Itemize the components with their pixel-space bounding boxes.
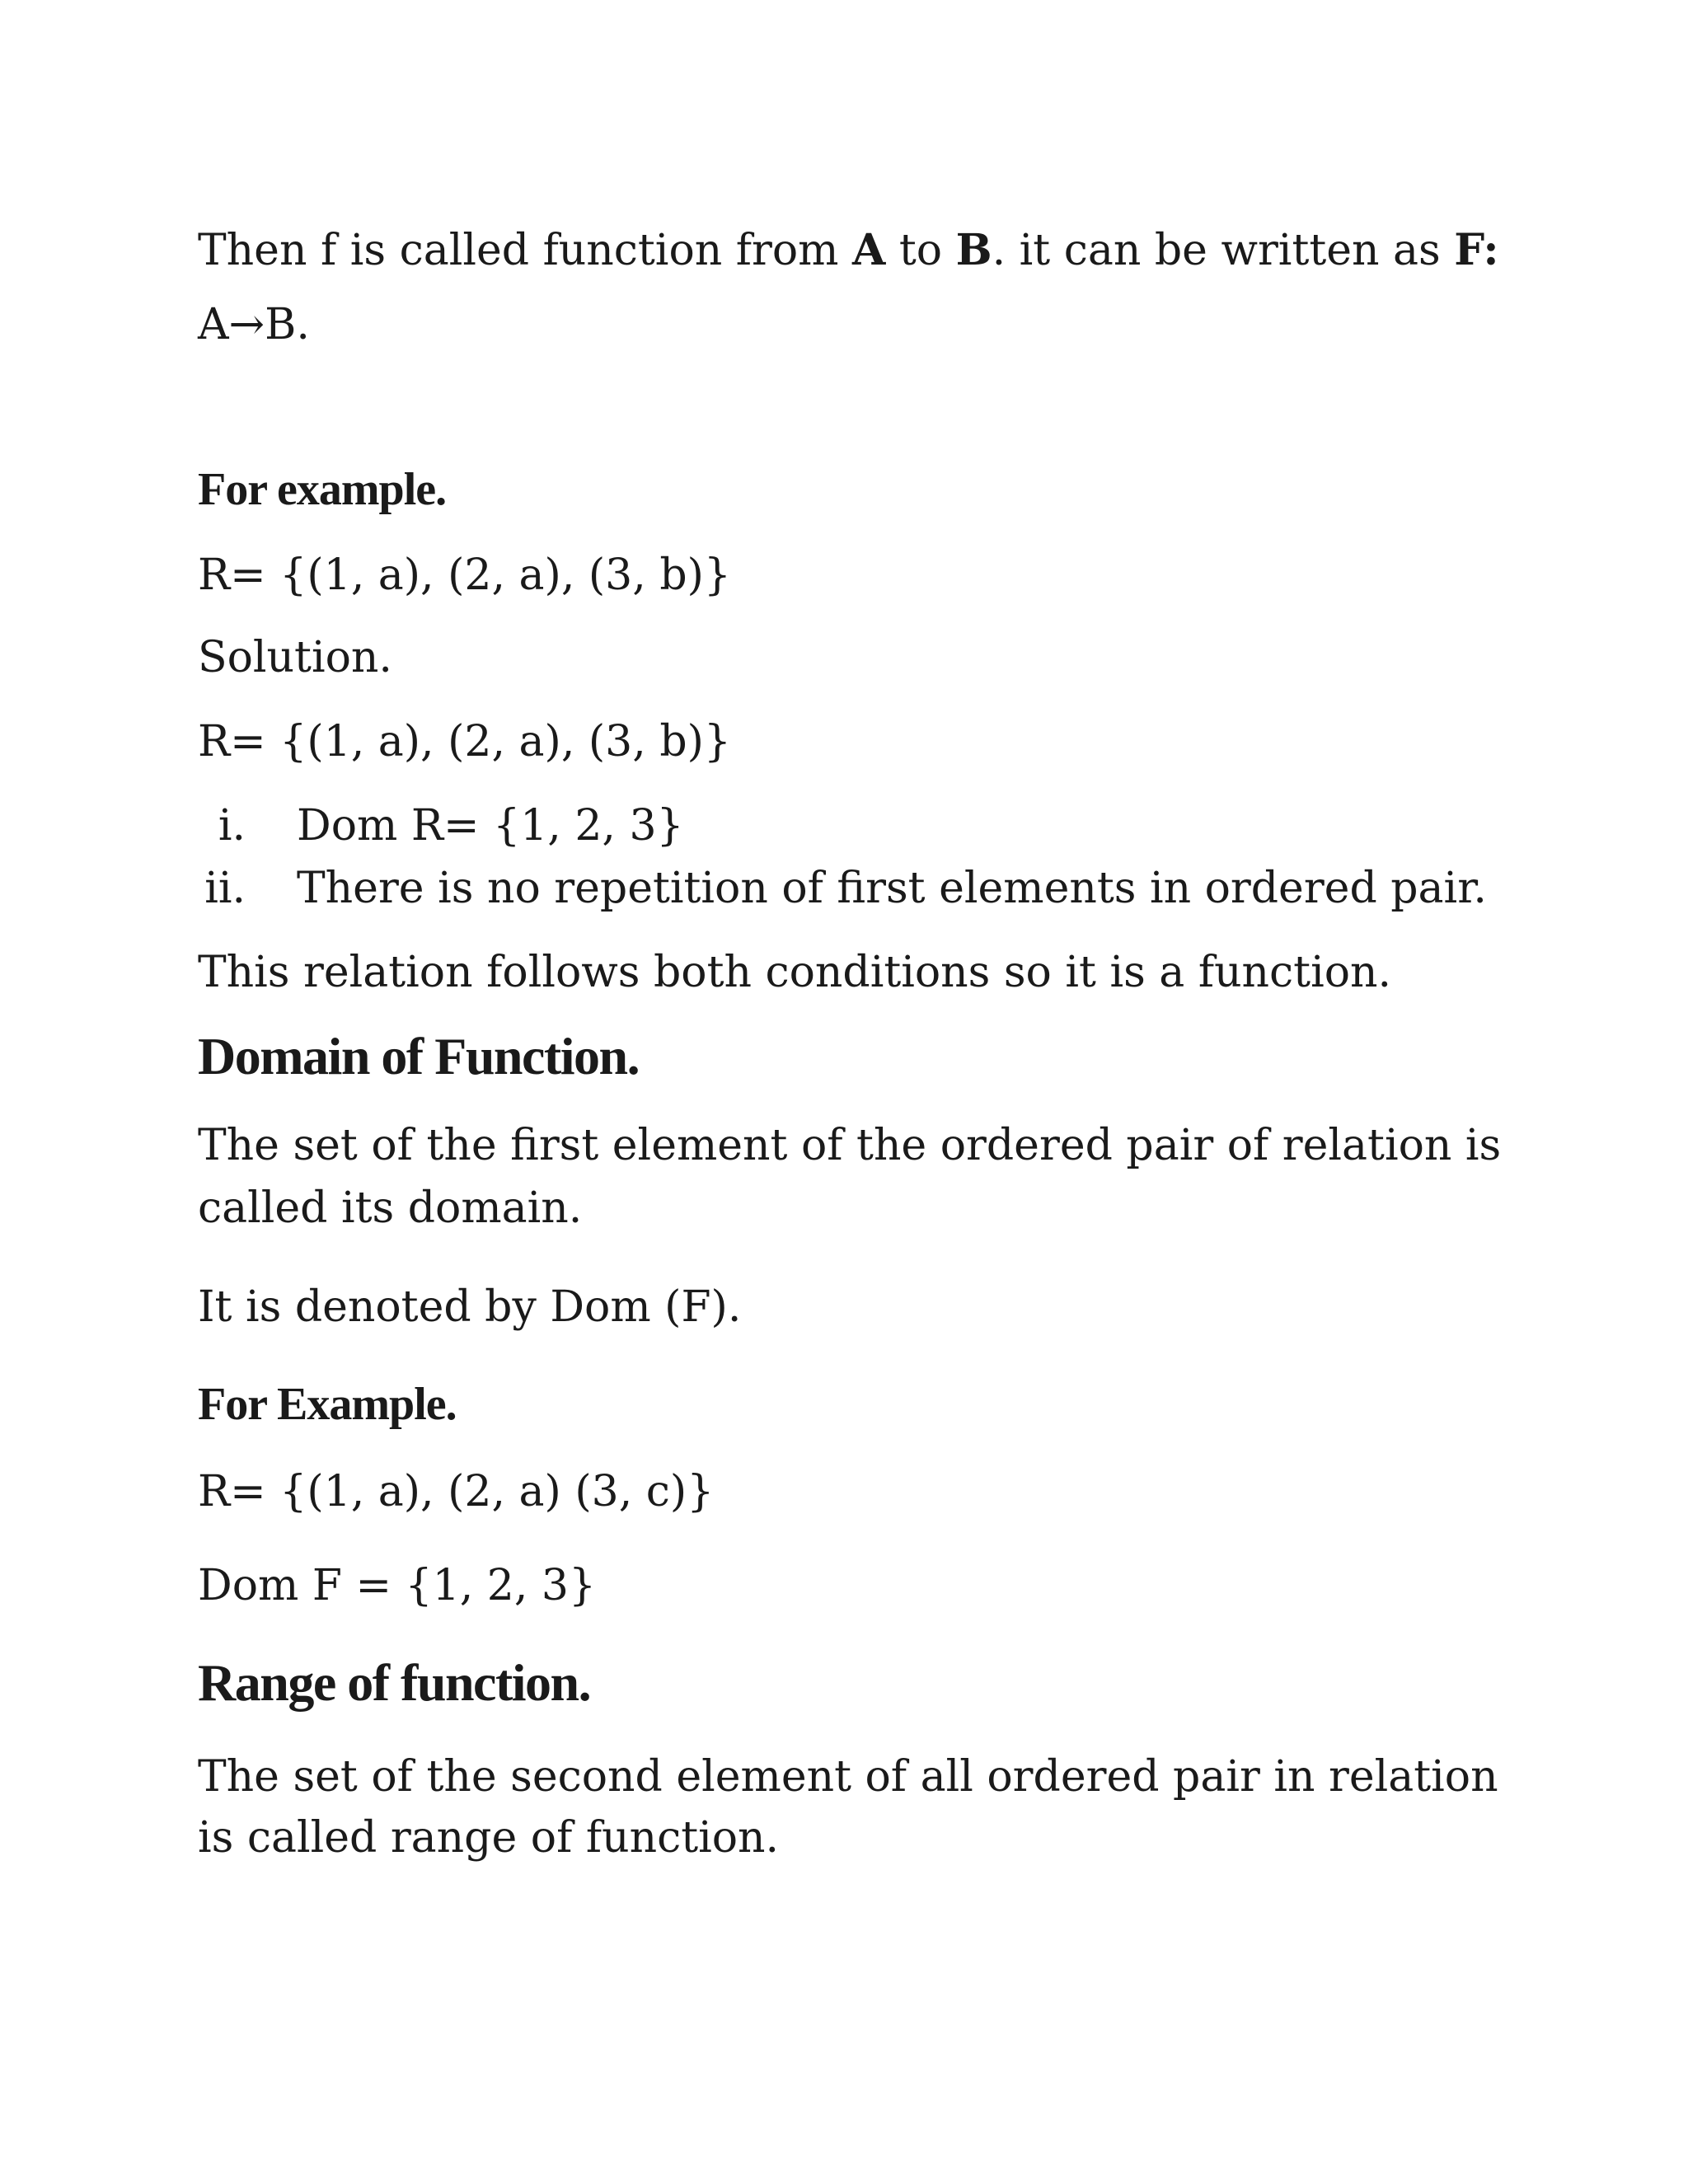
domain-example-relation: R= {(1, a), (2, a) (3, c)}: [198, 1467, 715, 1516]
domain-definition-line-2: called its domain.: [198, 1183, 583, 1233]
list-item: [198, 799, 1484, 852]
domain-definition-line-1: The set of the first element of the ordered pair of relation is: [198, 1121, 1502, 1170]
set-a-label: A: [852, 225, 886, 275]
example-conclusion: This relation follows both conditions so it is a function.: [198, 948, 1392, 997]
solution-label: Solution.: [198, 633, 392, 682]
set-b-label: B: [955, 225, 992, 275]
domain-example-heading: For Example.: [198, 1379, 457, 1430]
intro-text-2: to: [885, 226, 956, 275]
range-definition-line-1: The set of the second element of all ordered pair in relation: [198, 1752, 1498, 1802]
example-relation: R= {(1, a), (2, a), (3, b)}: [198, 551, 731, 600]
range-heading: Range of function.: [198, 1653, 591, 1712]
domain-notation: It is denoted by Dom (F).: [198, 1282, 742, 1332]
list-item-text: Dom R= {1, 2, 3}: [297, 801, 684, 851]
intro-line-2: A→B.: [198, 300, 310, 349]
list-item-number: i.: [218, 801, 246, 851]
intro-text-3: . it can be written as: [992, 226, 1455, 275]
intro-line-1: [198, 224, 1499, 277]
domain-heading: Domain of Function.: [198, 1027, 640, 1085]
solution-relation: R= {(1, a), (2, a), (3, b)}: [198, 717, 731, 766]
domain-example-result: Dom F = {1, 2, 3}: [198, 1561, 597, 1610]
range-definition-line-2: is called range of function.: [198, 1813, 780, 1863]
example-heading: For example.: [198, 464, 447, 515]
list-item: [198, 862, 1487, 915]
function-f-label: F:: [1454, 225, 1499, 275]
intro-text-1: Then f is called function from: [198, 226, 853, 275]
list-item-number: ii.: [204, 864, 246, 913]
list-item-text: There is no repetition of first elements in ordered pair.: [297, 864, 1487, 913]
